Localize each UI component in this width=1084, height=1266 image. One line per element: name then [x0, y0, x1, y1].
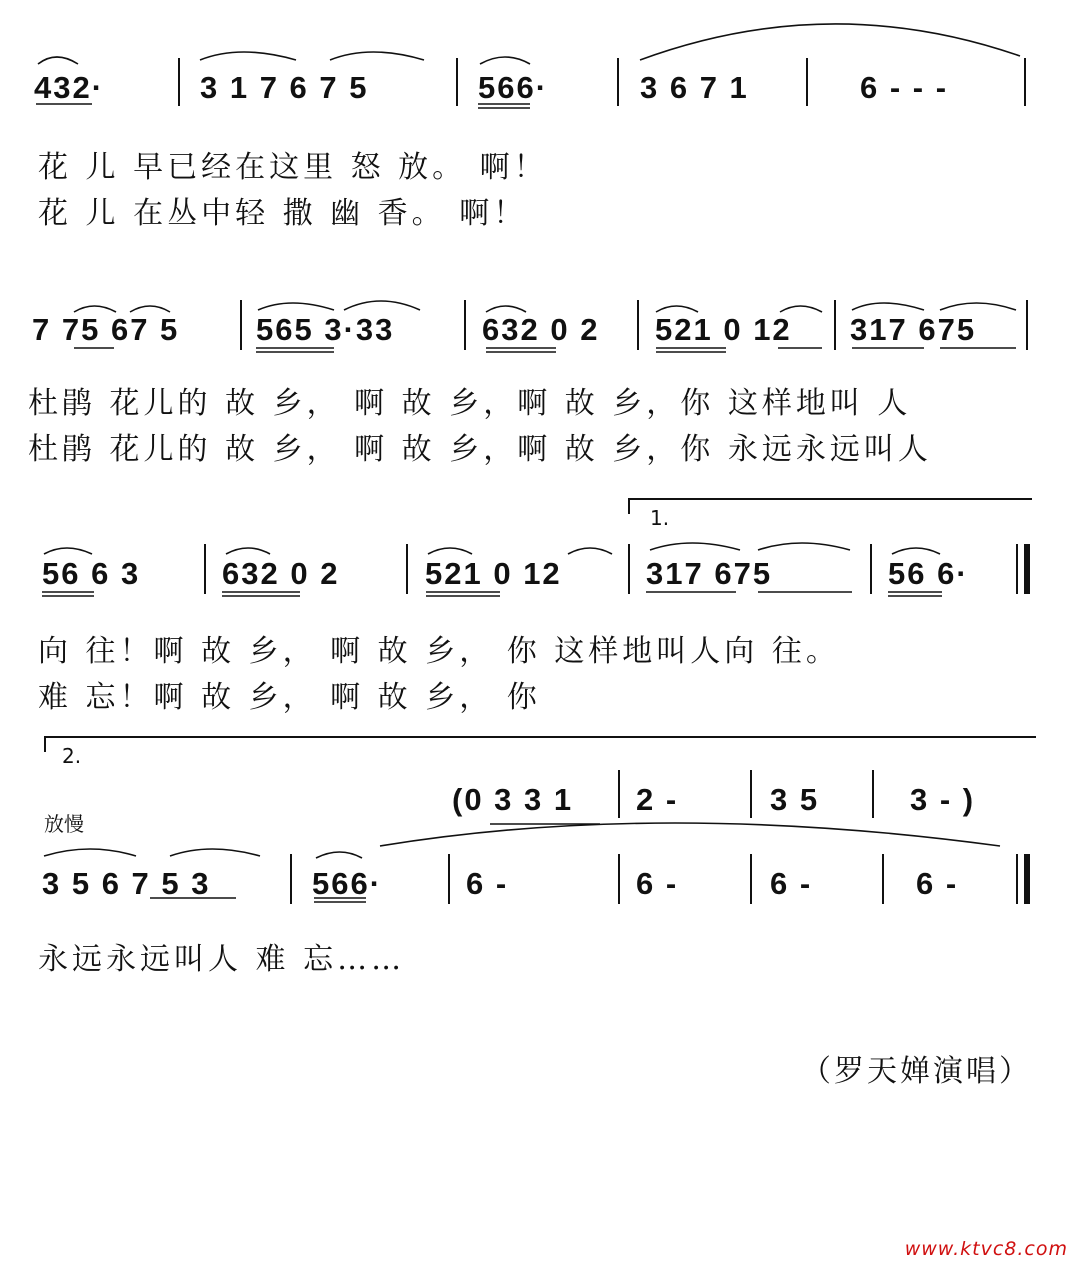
measure-2-3: 632 0 2	[482, 312, 600, 347]
measure-4-3: 6 -	[466, 866, 509, 901]
measure-1-1: 432·	[34, 70, 105, 105]
lyric-1-1: 花 儿 早已经在这里 怒 放。 啊！	[38, 150, 548, 185]
measure-3-4: 317 675	[646, 556, 773, 591]
volta-second-label: 2.	[62, 744, 82, 768]
lyric-3-1: 向 往！啊 故 乡， 啊 故 乡， 你 这样地叫人向 往。	[38, 634, 840, 669]
intro-4-1: (0 3 3 1	[452, 782, 574, 817]
measure-1-5: 6 - - -	[860, 70, 949, 105]
watermark: www.ktvc8.com	[904, 1238, 1068, 1260]
measure-4-4: 6 -	[636, 866, 679, 901]
measure-2-1: 7 75 67 5	[32, 312, 180, 347]
measure-1-4: 3 6 7 1	[640, 70, 749, 105]
measure-1-3: 566·	[478, 70, 549, 105]
lyric-4-1: 永远永远叫人 难 忘……	[38, 942, 406, 977]
measure-2-2: 565 3·33	[256, 312, 395, 347]
tempo-mark: 放慢	[44, 812, 84, 836]
measure-3-2: 632 0 2	[222, 556, 340, 591]
lyric-1-2: 花 儿 在丛中轻 撒 幽 香。 啊！	[38, 196, 528, 231]
measure-2-5: 317 675	[850, 312, 977, 347]
measure-4-1: 3 5 6 7 5 3	[42, 866, 211, 901]
measure-4-2: 566·	[312, 866, 383, 901]
measure-3-3: 521 0 12	[425, 556, 562, 591]
intro-4-4: 3 - )	[910, 782, 976, 817]
measure-3-1: 56 6 3	[42, 556, 141, 591]
measure-3-5: 56 6·	[888, 556, 969, 591]
intro-4-2: 2 -	[636, 782, 679, 817]
intro-4-3: 3 5	[770, 782, 820, 817]
lyric-2-1: 杜鹃 花儿的 故 乡， 啊 故 乡，啊 故 乡，你 这样地叫 人	[28, 386, 912, 421]
lyric-2-2: 杜鹃 花儿的 故 乡， 啊 故 乡，啊 故 乡，你 永远永远叫人	[28, 432, 932, 467]
volta-first-label: 1.	[650, 506, 670, 530]
performer-credit: （罗天婵演唱）	[801, 1054, 1032, 1089]
lyric-3-2: 难 忘！啊 故 乡， 啊 故 乡， 你	[38, 680, 541, 715]
measure-1-2: 3 1 7 6 7 5	[200, 70, 369, 105]
measure-4-6: 6 -	[916, 866, 959, 901]
measure-4-5: 6 -	[770, 866, 813, 901]
measure-2-4: 521 0 12	[655, 312, 792, 347]
